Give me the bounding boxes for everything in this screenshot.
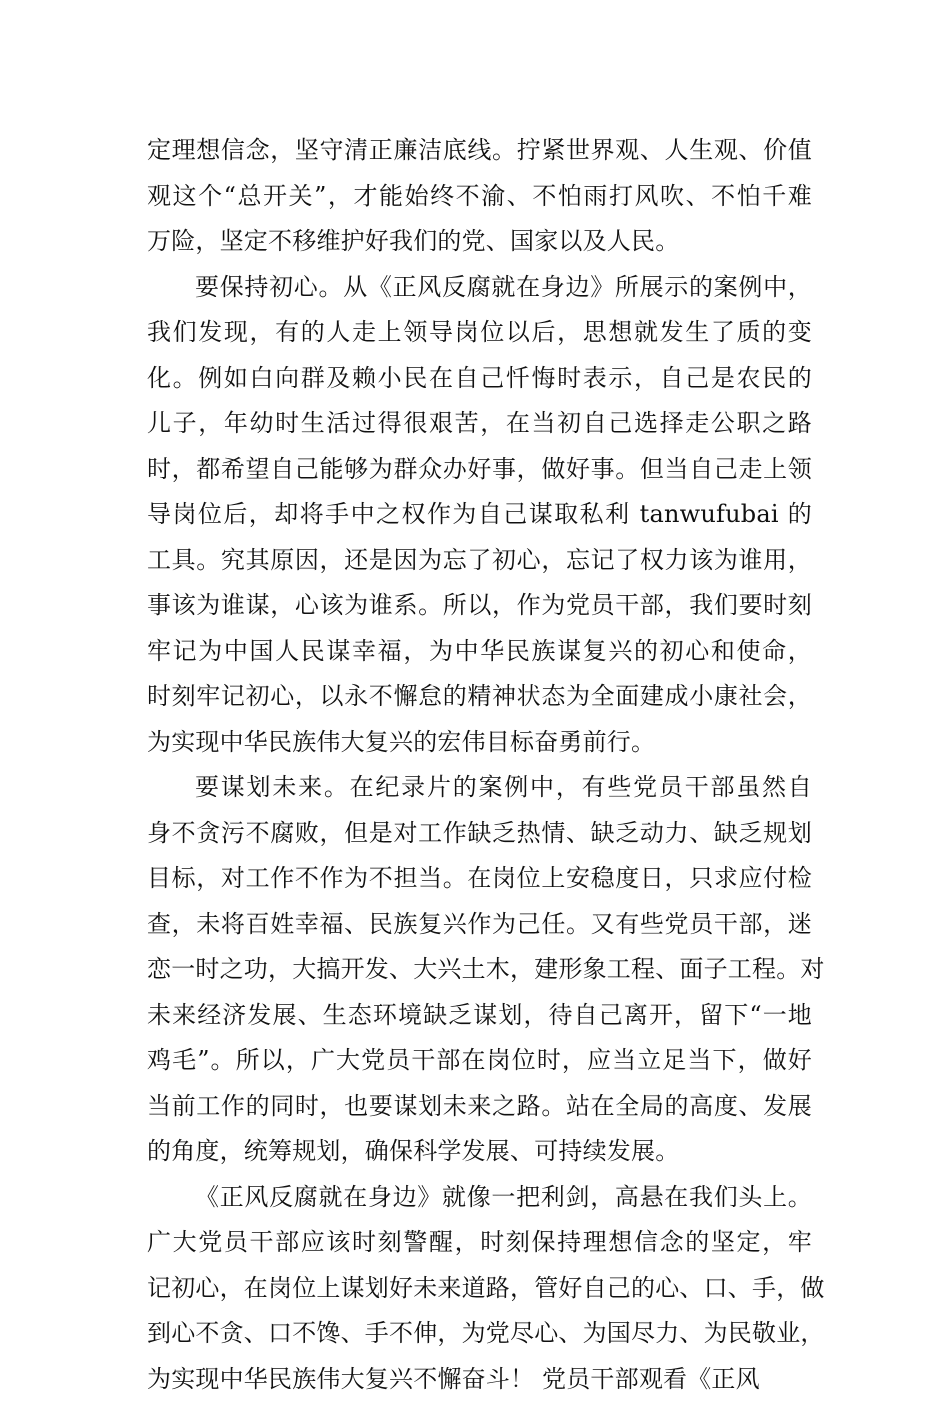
- text-line: 化。例如白向群及赖小民在自己忏悔时表示，自己是农民的: [147, 356, 812, 402]
- text-line: 牢记为中国人民谋幸福，为中华民族谋复兴的初心和使命，: [147, 629, 812, 675]
- text-line: 记初心，在岗位上谋划好未来道路，管好自己的心、口、手，做: [147, 1266, 812, 1312]
- paragraph-start-line: 要保持初心。从《正风反腐就在身边》所展示的案例中，: [147, 265, 812, 311]
- text-line: 为实现中华民族伟大复兴不懈奋斗！ 党员干部观看《正风: [147, 1357, 812, 1402]
- paragraph-start-line: 《正风反腐就在身边》就像一把利剑，高悬在我们头上。: [147, 1175, 812, 1221]
- text-line: 查，未将百姓幸福、民族复兴作为己任。又有些党员干部，迷: [147, 902, 812, 948]
- text-line: 我们发现，有的人走上领导岗位以后，思想就发生了质的变: [147, 310, 812, 356]
- text-line: 未来经济发展、生态环境缺乏谋划，待自己离开，留下“一地: [147, 993, 812, 1039]
- text-line: 当前工作的同时，也要谋划未来之路。站在全局的高度、发展: [147, 1084, 812, 1130]
- text-line: 目标，对工作不作为不担当。在岗位上安稳度日，只求应付检: [147, 856, 812, 902]
- text-line: 工具。究其原因，还是因为忘了初心，忘记了权力该为谁用，: [147, 538, 812, 584]
- text-line: 时，都希望自己能够为群众办好事，做好事。但当自己走上领: [147, 447, 812, 493]
- text-line: 鸡毛”。所以，广大党员干部在岗位时，应当立足当下，做好: [147, 1038, 812, 1084]
- document-body: [147, 128, 812, 1402]
- text-line: 广大党员干部应该时刻警醒，时刻保持理想信念的坚定，牢: [147, 1220, 812, 1266]
- text-line: 观这个“总开关”，才能始终不渝、不怕雨打风吹、不怕千难: [147, 174, 812, 220]
- text-line: 身不贪污不腐败，但是对工作缺乏热情、缺乏动力、缺乏规划: [147, 811, 812, 857]
- text-line: 为实现中华民族伟大复兴的宏伟目标奋勇前行。: [147, 720, 812, 766]
- text-line: 导岗位后，却将手中之权作为自己谋取私利 tanwufubai 的: [147, 492, 812, 538]
- text-line: 定理想信念，坚守清正廉洁底线。拧紧世界观、人生观、价值: [147, 128, 812, 174]
- text-line: 到心不贪、口不馋、手不伸，为党尽心、为国尽力、为民敬业，: [147, 1311, 812, 1357]
- text-line: 万险，坚定不移维护好我们的党、国家以及人民。: [147, 219, 812, 265]
- text-line: 儿子，年幼时生活过得很艰苦，在当初自己选择走公职之路: [147, 401, 812, 447]
- text-line: 时刻牢记初心，以永不懈怠的精神状态为全面建成小康社会，: [147, 674, 812, 720]
- text-line: 恋一时之功，大搞开发、大兴土木，建形象工程、面子工程。对: [147, 947, 812, 993]
- text-line: 的角度，统筹规划，确保科学发展、可持续发展。: [147, 1129, 812, 1175]
- paragraph-start-line: 要谋划未来。在纪录片的案例中，有些党员干部虽然自: [147, 765, 812, 811]
- text-line: 事该为谁谋，心该为谁系。所以，作为党员干部，我们要时刻: [147, 583, 812, 629]
